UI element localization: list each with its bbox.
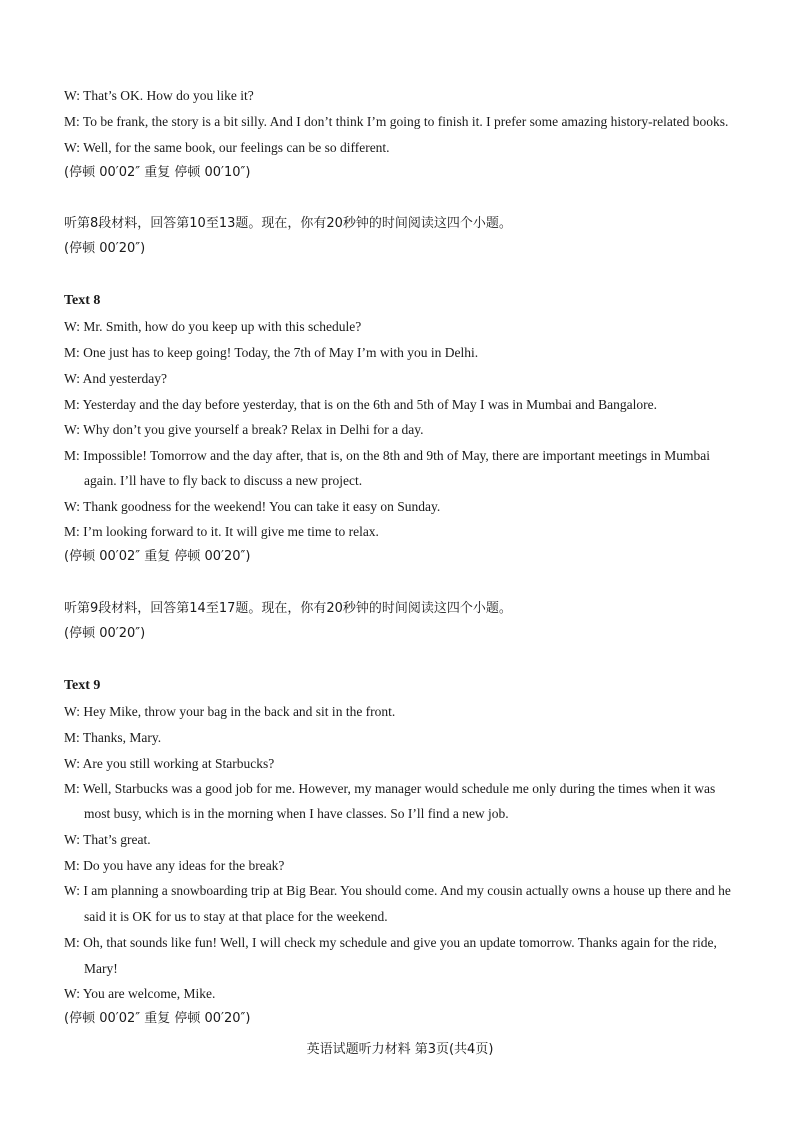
dialogue-line: W: Thank goodness for the weekend! You can take it easy on Sunday. <box>64 499 441 514</box>
dialogue-line: W: I am planning a snowboarding trip at Big Bear. You should come. And my cousin actually owns a house up there and he <box>64 883 731 898</box>
dialogue-line: W: Are you still working at Starbucks? <box>64 756 275 771</box>
dialogue-line: M: Thanks, Mary. <box>64 730 162 745</box>
dialogue-line: W: Mr. Smith, how do you keep up with this schedule? <box>64 319 362 334</box>
dialogue-line: said it is OK for us to stay at that place for the weekend. <box>84 909 388 924</box>
dialogue-line: M: I’m looking forward to it. It will give me time to relax. <box>64 524 379 539</box>
instruction-text: 听第9段材料，回答第14至17题。现在，你有20秒钟的时间阅读这四个小题。 <box>64 601 512 616</box>
dialogue-line: M: Oh, that sounds like fun! Well, I will check my schedule and give you an update tomorrow. Thanks again for the ride, <box>64 935 717 950</box>
dialogue-line: M: To be frank, the story is a bit silly. And I don’t think I’m going to finish it. I prefer some amazing history-related books. <box>64 114 729 129</box>
dialogue-line: again. I’ll have to fly back to discuss a new project. <box>84 473 363 488</box>
dialogue-line: most busy, which is in the morning when I have classes. So I’ll find a new job. <box>84 806 509 821</box>
dialogue-line: W: Well, for the same book, our feelings can be so different. <box>64 140 390 155</box>
pause-note: (停顿 00′02″ 重复 停顿 00′10″) <box>64 165 251 180</box>
section-heading: Text 8 <box>64 293 101 308</box>
page-footer: 英语试题听力材料 第3页(共4页) <box>306 1042 494 1057</box>
dialogue-line: M: One just has to keep going! Today, the 7th of May I’m with you in Delhi. <box>64 345 479 360</box>
dialogue-line: Mary! <box>84 961 118 976</box>
dialogue-line: W: Hey Mike, throw your bag in the back and sit in the front. <box>64 704 396 719</box>
dialogue-line: W: You are welcome, Mike. <box>64 986 216 1001</box>
dialogue-line: W: That’s OK. How do you like it? <box>64 88 254 103</box>
dialogue-line: W: Why don’t you give yourself a break? Relax in Delhi for a day. <box>64 422 424 437</box>
instruction-text: 听第8段材料，回答第10至13题。现在，你有20秒钟的时间阅读这四个小题。 <box>64 216 512 231</box>
pause-note: (停顿 00′02″ 重复 停顿 00′20″) <box>64 549 251 564</box>
dialogue-line: M: Well, Starbucks was a good job for me. However, my manager would schedule me only during the times when it was <box>64 781 716 796</box>
pause-note: (停顿 00′02″ 重复 停顿 00′20″) <box>64 1011 251 1026</box>
dialogue-line: M: Yesterday and the day before yesterday, that is on the 6th and 5th of May I was in Mumbai and Bangalore. <box>64 397 657 412</box>
section-heading: Text 9 <box>64 678 101 693</box>
pause-note: (停顿 00′20″) <box>64 241 146 256</box>
dialogue-line: W: And yesterday? <box>64 371 167 386</box>
dialogue-line: M: Impossible! Tomorrow and the day after, that is, on the 8th and 9th of May, there are important meetings in Mumbai <box>64 448 710 463</box>
dialogue-line: W: That’s great. <box>64 832 151 847</box>
dialogue-line: M: Do you have any ideas for the break? <box>64 858 285 873</box>
pause-note: (停顿 00′20″) <box>64 626 146 641</box>
